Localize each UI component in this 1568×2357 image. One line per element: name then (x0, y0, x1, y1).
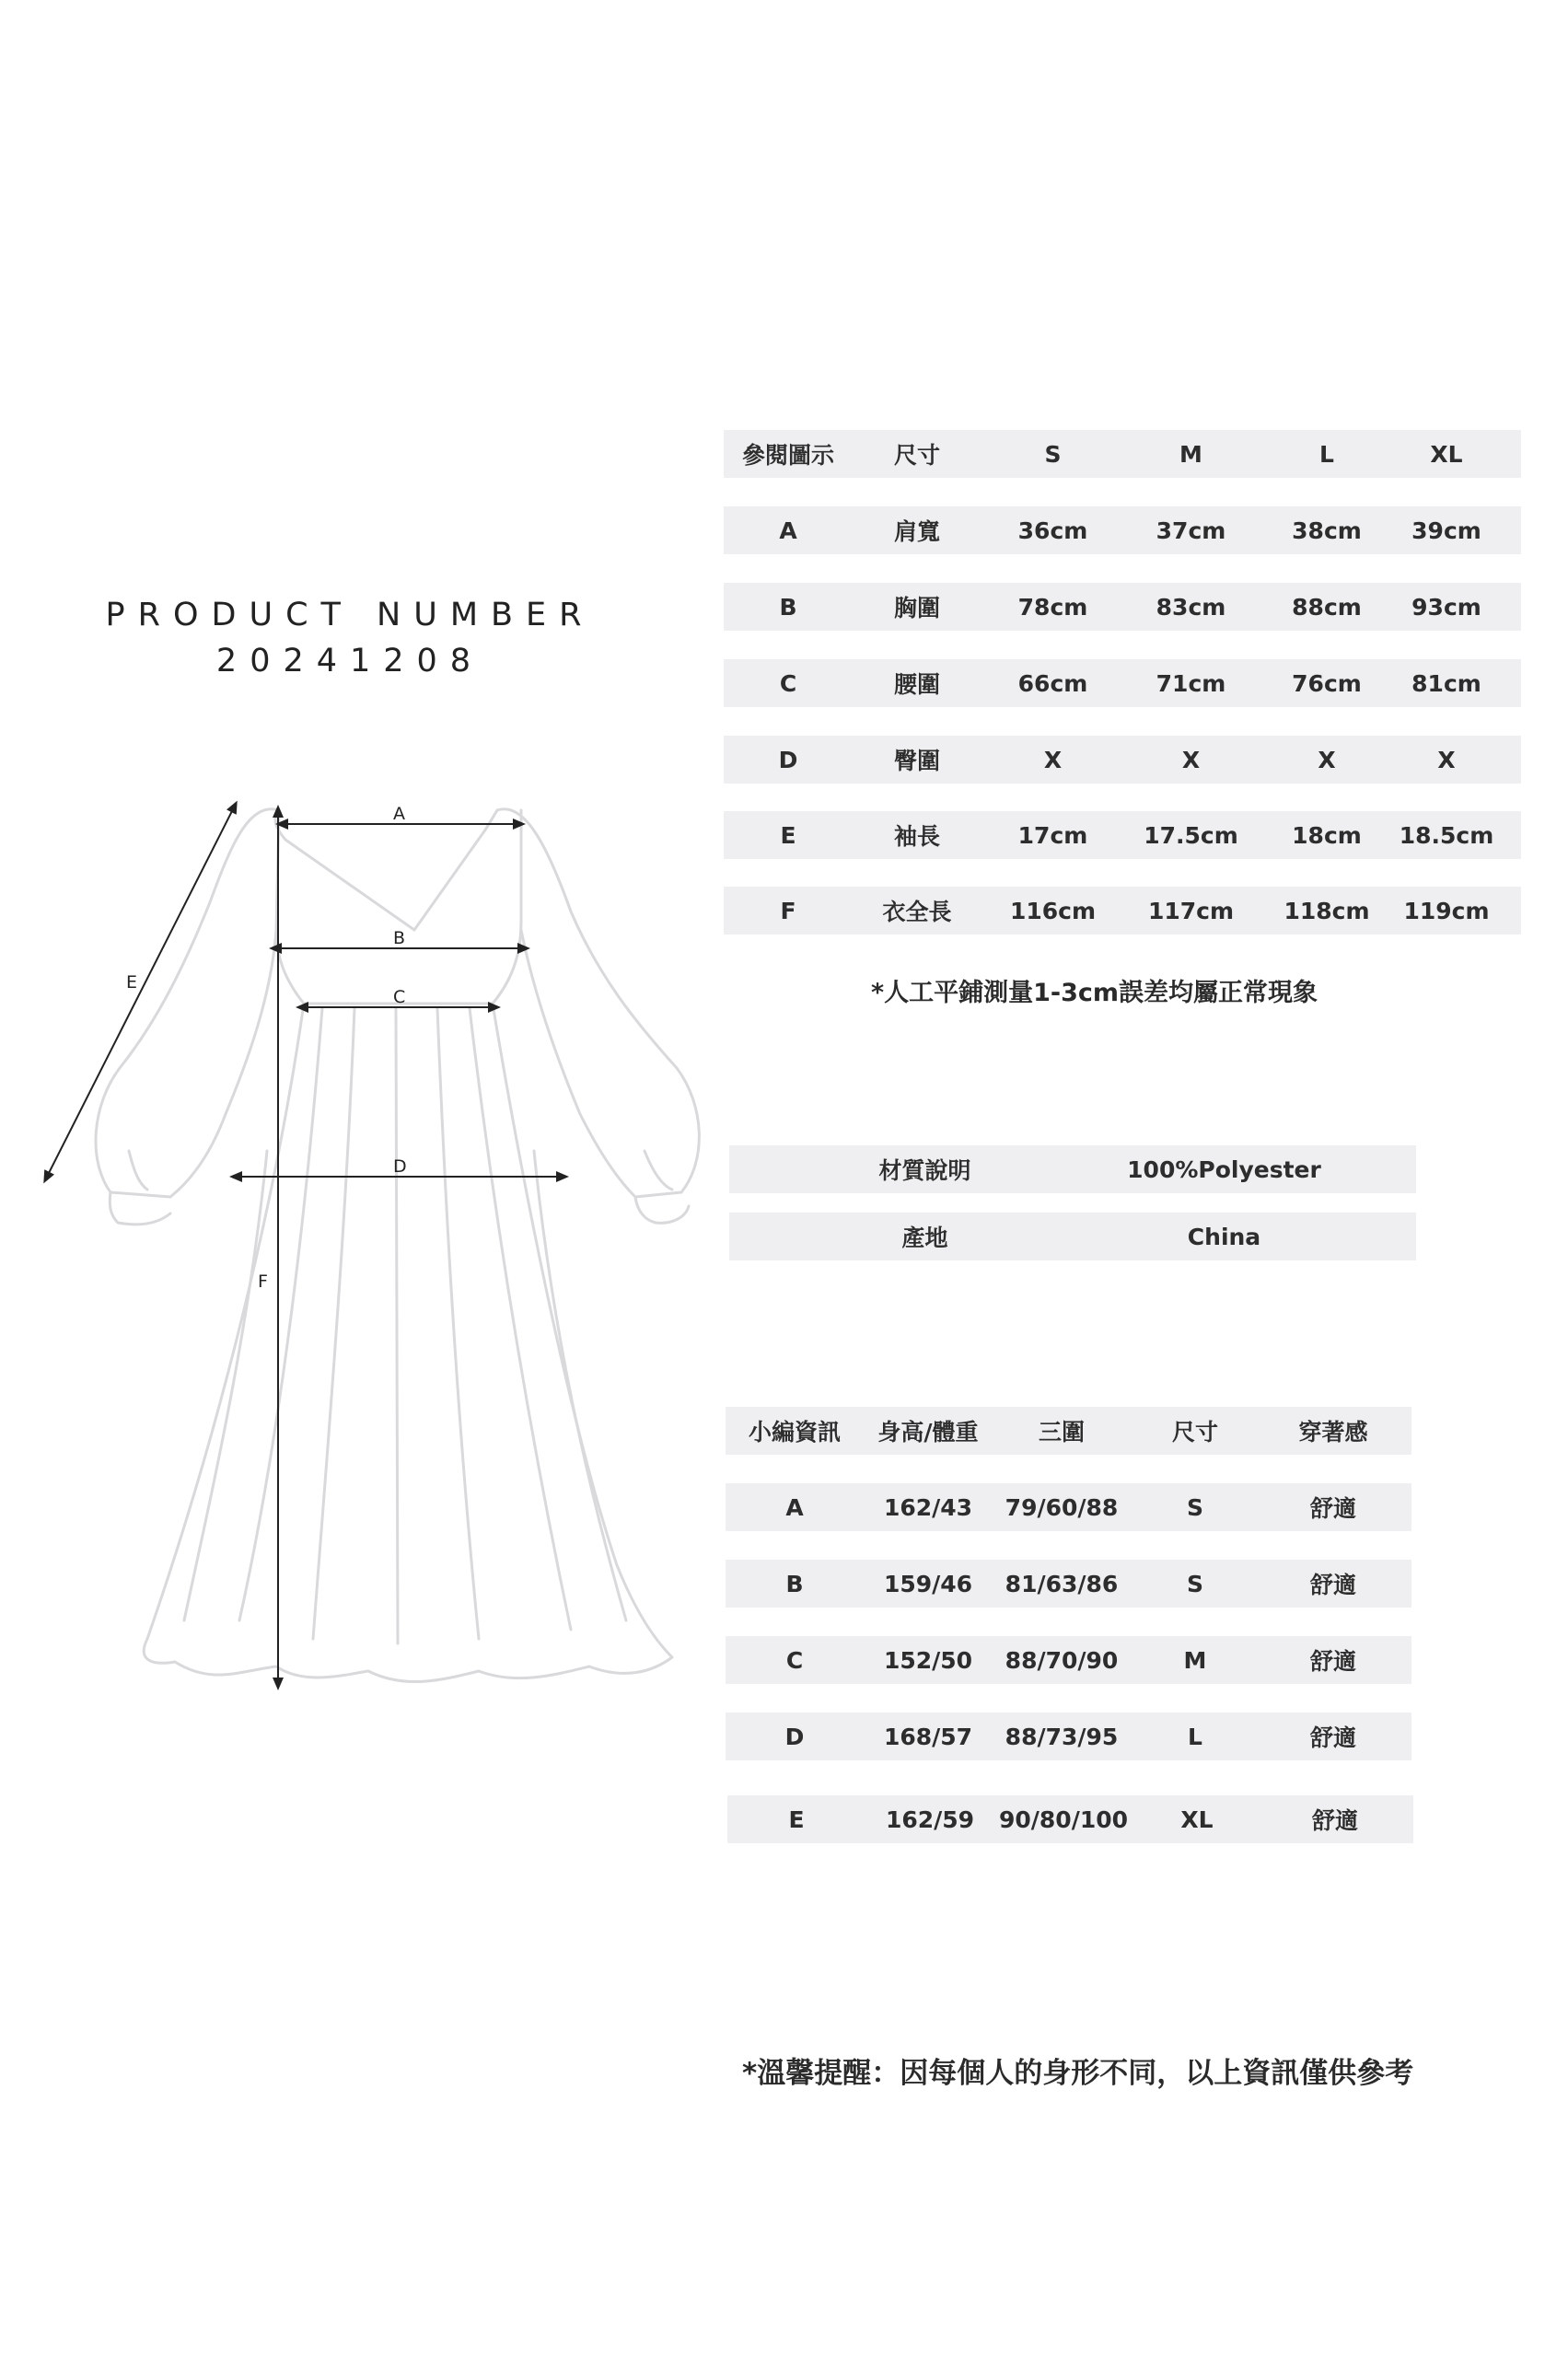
table-cell: 162/59 (885, 1805, 975, 1833)
table-cell: 79/60/88 (1005, 1493, 1119, 1521)
diagram-label-a: A (393, 804, 405, 824)
table-cell: 37cm (1156, 517, 1226, 544)
table-cell: X (1043, 746, 1063, 773)
table-cell: 材質說明 (878, 1157, 971, 1184)
header-cell: 尺寸 (1171, 1419, 1218, 1446)
table-cell: E (780, 821, 796, 849)
diagram-label-e: E (126, 972, 138, 993)
header-cell: M (1179, 440, 1202, 468)
table-cell: S (1186, 1570, 1203, 1597)
table-cell: 93cm (1411, 593, 1481, 621)
table-cell: 舒適 (1309, 1648, 1356, 1675)
table-cell: F (780, 897, 796, 924)
table-cell: X (1437, 746, 1456, 773)
table-cell: 18cm (1292, 821, 1362, 849)
table-row (726, 1483, 1411, 1531)
diagram-label-b: B (393, 928, 406, 948)
table-cell: C (785, 1646, 804, 1674)
table-cell: 胸圍 (893, 595, 940, 621)
table-row (724, 887, 1521, 935)
table-cell: C (779, 669, 797, 697)
table-cell: 38cm (1292, 517, 1362, 544)
table-cell: X (1181, 746, 1201, 773)
header-cell: 小編資訊 (748, 1419, 841, 1446)
table-cell: M (1183, 1646, 1207, 1674)
table-cell: 舒適 (1309, 1572, 1356, 1598)
product-number-value: 20241208 (215, 643, 484, 679)
table-cell: 舒適 (1309, 1495, 1356, 1522)
table-cell: 116cm (1009, 897, 1097, 924)
table-cell: 90/80/100 (998, 1805, 1129, 1833)
table-cell: 袖長 (893, 823, 940, 850)
header-cell: L (1319, 440, 1334, 468)
header-cell: 穿著感 (1298, 1419, 1368, 1446)
table-cell: B (779, 593, 797, 621)
table-cell: 舒適 (1309, 1724, 1356, 1751)
table-cell: 118cm (1283, 897, 1370, 924)
table-cell: 88/70/90 (1005, 1646, 1119, 1674)
table-cell: E (788, 1805, 805, 1833)
header-cell: 身高/體重 (877, 1419, 979, 1446)
diagram-label-c: C (393, 987, 406, 1007)
header-cell: 參閱圖示 (741, 442, 834, 469)
table-cell: 衣全長 (882, 899, 952, 925)
table-row (724, 506, 1521, 554)
table-row (724, 811, 1521, 859)
table-cell: 88/73/95 (1005, 1723, 1119, 1750)
table-row (726, 1560, 1411, 1608)
size-table-header (724, 430, 1521, 478)
table-row (726, 1713, 1411, 1760)
measurement-note: *人工平鋪測量1-3cm誤差均屬正常現象 (871, 979, 1318, 1007)
table-cell: 117cm (1147, 897, 1235, 924)
table-cell: S (1186, 1493, 1203, 1521)
table-cell: 39cm (1411, 517, 1481, 544)
header-cell: S (1044, 440, 1062, 468)
table-cell: 17.5cm (1144, 821, 1238, 849)
header-cell: 尺寸 (893, 442, 940, 469)
table-cell: 81/63/86 (1005, 1570, 1119, 1597)
table-cell: 81cm (1411, 669, 1481, 697)
table-cell: 162/43 (883, 1493, 973, 1521)
table-row (726, 1636, 1411, 1684)
footer-reminder: *溫馨提醒：因每個人的身形不同，以上資訊僅供參考 (742, 2057, 1414, 2090)
model-table-header (726, 1407, 1411, 1455)
table-cell: 腰圍 (893, 671, 940, 698)
table-cell: China (1187, 1223, 1261, 1250)
table-cell: 17cm (1017, 821, 1088, 849)
table-cell: 肩寬 (893, 518, 940, 545)
diagram-label-f: F (258, 1271, 268, 1292)
table-cell: 66cm (1017, 669, 1088, 697)
table-cell: 78cm (1017, 593, 1088, 621)
table-cell: 83cm (1156, 593, 1226, 621)
table-cell: 臀圍 (893, 748, 940, 774)
table-cell: 168/57 (883, 1723, 973, 1750)
table-row (729, 1145, 1416, 1193)
table-cell: D (778, 746, 798, 773)
table-cell: D (784, 1723, 805, 1750)
table-row (729, 1213, 1416, 1260)
table-cell: 119cm (1403, 897, 1490, 924)
table-cell: 71cm (1156, 669, 1226, 697)
table-cell: 159/46 (883, 1570, 973, 1597)
table-cell: A (779, 517, 797, 544)
table-cell: 76cm (1292, 669, 1362, 697)
table-cell: XL (1180, 1805, 1214, 1833)
table-row (724, 659, 1521, 707)
table-cell: X (1318, 746, 1336, 773)
table-cell: 產地 (901, 1225, 948, 1251)
dress-measurement-diagram (0, 783, 727, 1722)
table-cell: 100%Polyester (1127, 1155, 1321, 1183)
table-cell: A (785, 1493, 804, 1521)
header-cell: 三圍 (1038, 1419, 1085, 1446)
table-cell: 18.5cm (1399, 821, 1494, 849)
table-cell: L (1188, 1723, 1202, 1750)
table-cell: 152/50 (883, 1646, 973, 1674)
product-number-label: PRODUCT NUMBER (105, 597, 595, 633)
table-row (727, 1795, 1413, 1843)
table-cell: 36cm (1017, 517, 1088, 544)
table-row (724, 583, 1521, 631)
diagram-label-d: D (393, 1156, 407, 1177)
table-cell: 88cm (1292, 593, 1362, 621)
table-cell: 舒適 (1311, 1807, 1358, 1834)
table-row (724, 736, 1521, 784)
table-cell: B (785, 1570, 804, 1597)
header-cell: XL (1430, 440, 1463, 468)
